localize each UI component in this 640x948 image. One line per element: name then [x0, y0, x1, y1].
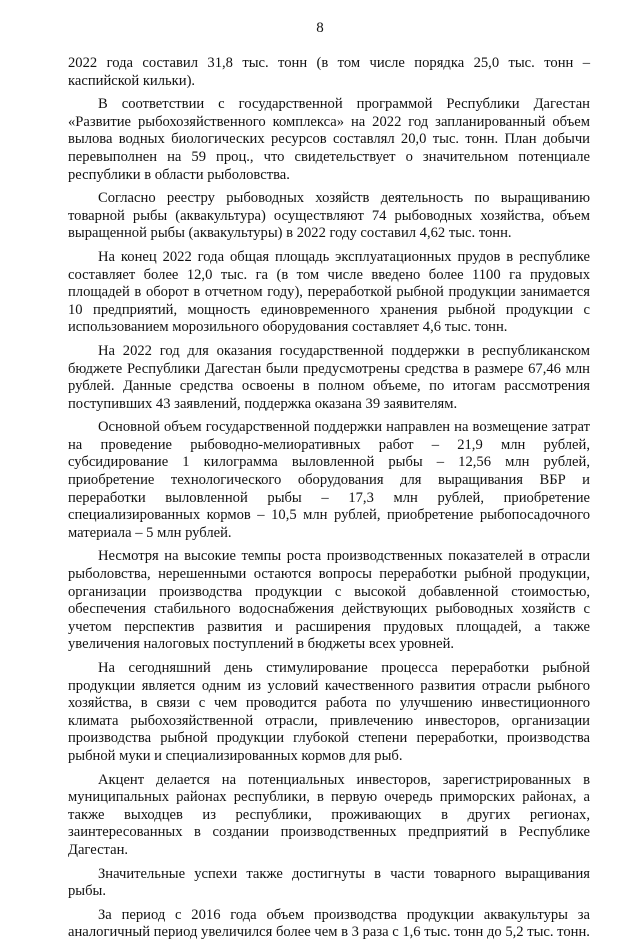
paragraph-production-growth: За период с 2016 года объем производства продукции аквакультуры за аналогичный период увеличился более чем в 3 раза с 1,6 тыс. тонн до 5,2 тыс. тонн. [68, 906, 590, 941]
paragraph-commercial-fish-success: Значительные успехи также достигнуты в части товарного выращивания рыбы. [68, 865, 590, 900]
paragraph-state-program: В соответствии с государственной программой Республики Дагестан «Развитие рыбохозяйственного комплекса» на 2022 год запланированный объем вылова водных биологических ресурсов составлял 20,0 тыс. тонн. План добычи перевыполнен на 59 проц., что свидетельствует о значительном потенциале республики в области рыболовства. [68, 96, 590, 183]
paragraph-unresolved-issues: Несмотря на высокие темпы роста производственных показателей в отрасли рыболовства, нерешенными остаются вопросы переработки рыбной продукции, организации производства продукции с высокой добавленной стоимостью, обеспечения стабильного водоснабжения действующих рыбоводных хозяйств с учетом перспектив развития и расширения прудовых площадей, а также увеличения налоговых поступлений в бюджеты всех уровней. [68, 548, 590, 653]
paragraph-processing-stimulation: На сегодняшний день стимулирование процесса переработки рыбной продукции является одним из условий качественного развития отрасли рыбного хозяйства, в связи с чем проводится работа по улучшению инвестиционного климата рыбохозяйственной отрасли, привлечению инвесторов, организации производства рыбной продукции глубокой степени переработки, производства рыбной муки и специализированных кормов для рыб. [68, 660, 590, 764]
paragraph-support-breakdown: Основной объем государственной поддержки направлен на возмещение затрат на проведение рыбоводно-мелиоративных работ – 21,9 млн рублей, субсидирование 1 килограмма выловленной рыбы – 12,56 млн рублей, приобретение технологического оборудования для выращивания ВБР и переработки выловленной рыбы – 17,3 млн рублей, приобретение специализированных кормов – 10,5 млн рублей, приобретение рыбопосадочного материала – 5 млн рублей. [68, 419, 590, 541]
paragraph-state-support-budget: На 2022 год для оказания государственной поддержки в республиканском бюджете Республики Дагестан были предусмотрены средства в размере 67,46 млн рублей. Данные средства освоены в полном объеме, по итогам рассмотрения поступивших 43 заявлений, поддержка оказана 39 заявителям. [68, 342, 590, 412]
paragraph-pond-area: На конец 2022 года общая площадь эксплуатационных прудов в республике составляет более 12,0 тыс. га (в том числе введено более 1100 га прудовых площадей в оборот в отчетном году), переработкой рыбной продукции занимается 10 предприятий, мощность единовременного хранения рыбной продукции с использованием морозильного оборудования составляет 4,6 тыс. тонн. [68, 248, 590, 336]
paragraph-aquaculture-registry: Согласно реестру рыбоводных хозяйств деятельность по выращиванию товарной рыбы (аквакультура) осуществляют 74 рыбоводных хозяйства, объем выращенной рыбы (аквакультуры) в 2022 году составил 4,62 тыс. тонн. [68, 190, 590, 242]
document-body [68, 55, 590, 948]
page-number: 8 [316, 20, 324, 36]
paragraph-investors: Акцент делается на потенциальных инвесторов, зарегистрированных в муниципальных районах республики, в первую очередь приморских районах, а также выходцев из республики, проживающих в других регионах, заинтересованных в создании производственных предприятий в Республике Дагестан. [68, 771, 590, 858]
paragraph-continuation: 2022 года составил 31,8 тыс. тонн (в том числе порядка 25,0 тыс. тонн – каспийской кильки). [68, 55, 590, 89]
